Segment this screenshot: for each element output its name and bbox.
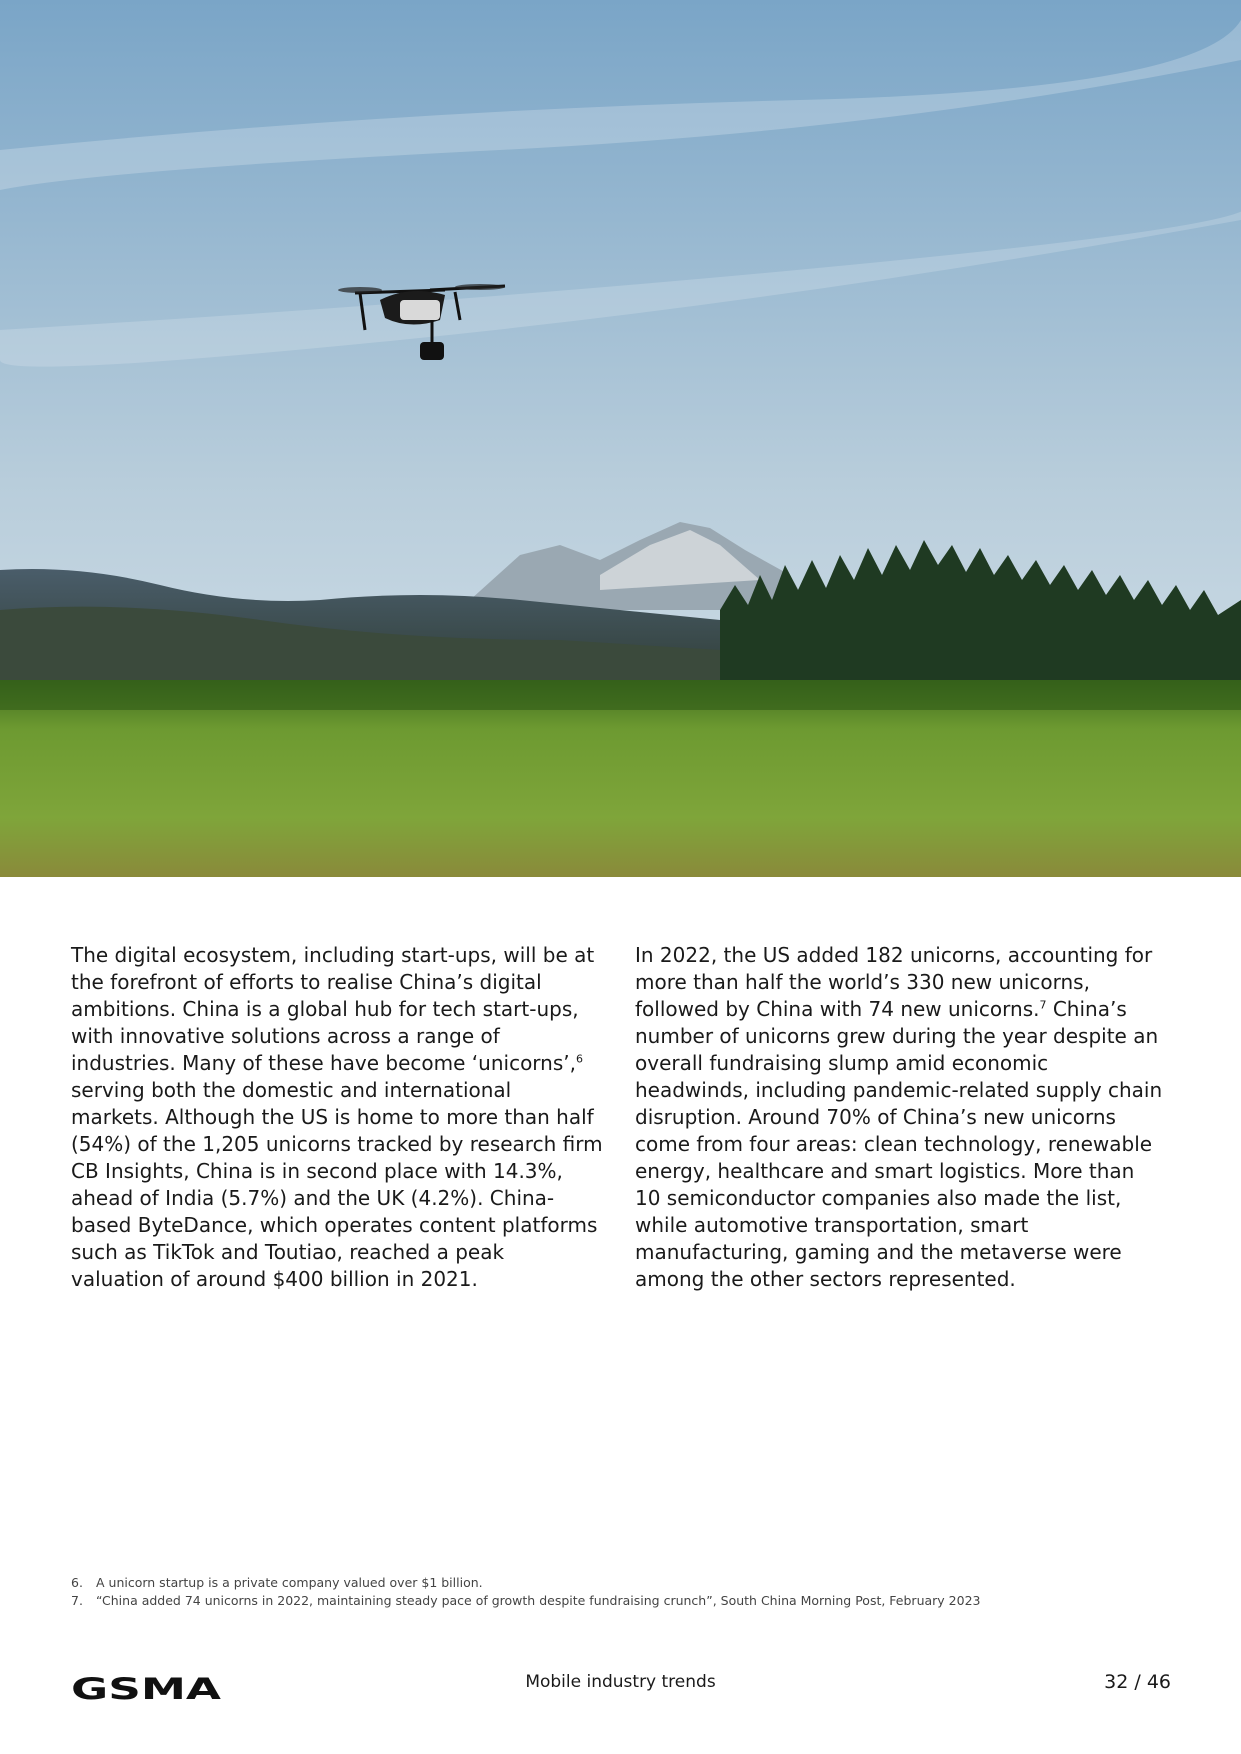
- paragraph-text: The digital ecosystem, including start-ups, will be at the forefront of efforts to realise China’s digital ambitions. China is a global hub for tech start-ups, with innovative solutions across a range of industries. Many of these have become ‘unicorns’,: [71, 943, 595, 1075]
- footnote-text: “China added 74 unicorns in 2022, maintaining steady pace of growth despite fundraising crunch”, South China Morning Post, February 2023: [96, 1593, 981, 1608]
- footnote-number: 6.: [71, 1575, 83, 1590]
- paragraph-text: serving both the domestic and international markets. Although the US is home to more than half (54%) of the 1,205 unicorns tracked by research firm CB Insights, China is in second place with 14.3%, ahead of India (5.7%) and the UK (4.2%). China-based ByteDance, which operates content platforms such as TikTok and Toutiao, reached a peak valuation of around $400 billion in 2021.: [71, 1078, 603, 1291]
- footnotes: [71, 1574, 1171, 1610]
- body-column-left: [71, 942, 603, 1293]
- paragraph-ecosystem: [71, 942, 603, 1293]
- logo-text: GSMA: [71, 1676, 221, 1702]
- footnote-text: A unicorn startup is a private company valued over $1 billion.: [96, 1575, 483, 1590]
- paragraph-unicorns-2022: [635, 942, 1165, 1293]
- paragraph-text: China’s number of unicorns grew during the year despite an overall fundraising slump amid economic headwinds, including pandemic-related supply chain disruption. Around 70% of China’s new unicorns come from four areas: clean technology, renewable energy, healthcare and smart logistics. More than 10 semiconductor companies also made the list, while automotive transportation, smart manufacturing, gaming and the metaverse were among the other sectors represented.: [635, 997, 1163, 1291]
- page-number: 32 / 46: [1104, 1671, 1171, 1693]
- footnote-ref-7[interactable]: 7: [1039, 998, 1047, 1012]
- paragraph-text: In 2022, the US added 182 unicorns, accounting for more than half the world’s 330 new unicorns, followed by China with 74 new unicorns.: [635, 943, 1153, 1021]
- footnote-7: [71, 1592, 1171, 1610]
- body-column-right: [635, 942, 1165, 1293]
- document-title: Mobile industry trends: [525, 1672, 716, 1692]
- footnote-6: [71, 1574, 1171, 1592]
- footnote-number: 7.: [71, 1593, 83, 1608]
- page-footer: [0, 1660, 1241, 1710]
- footnote-ref-6[interactable]: 6: [576, 1052, 583, 1066]
